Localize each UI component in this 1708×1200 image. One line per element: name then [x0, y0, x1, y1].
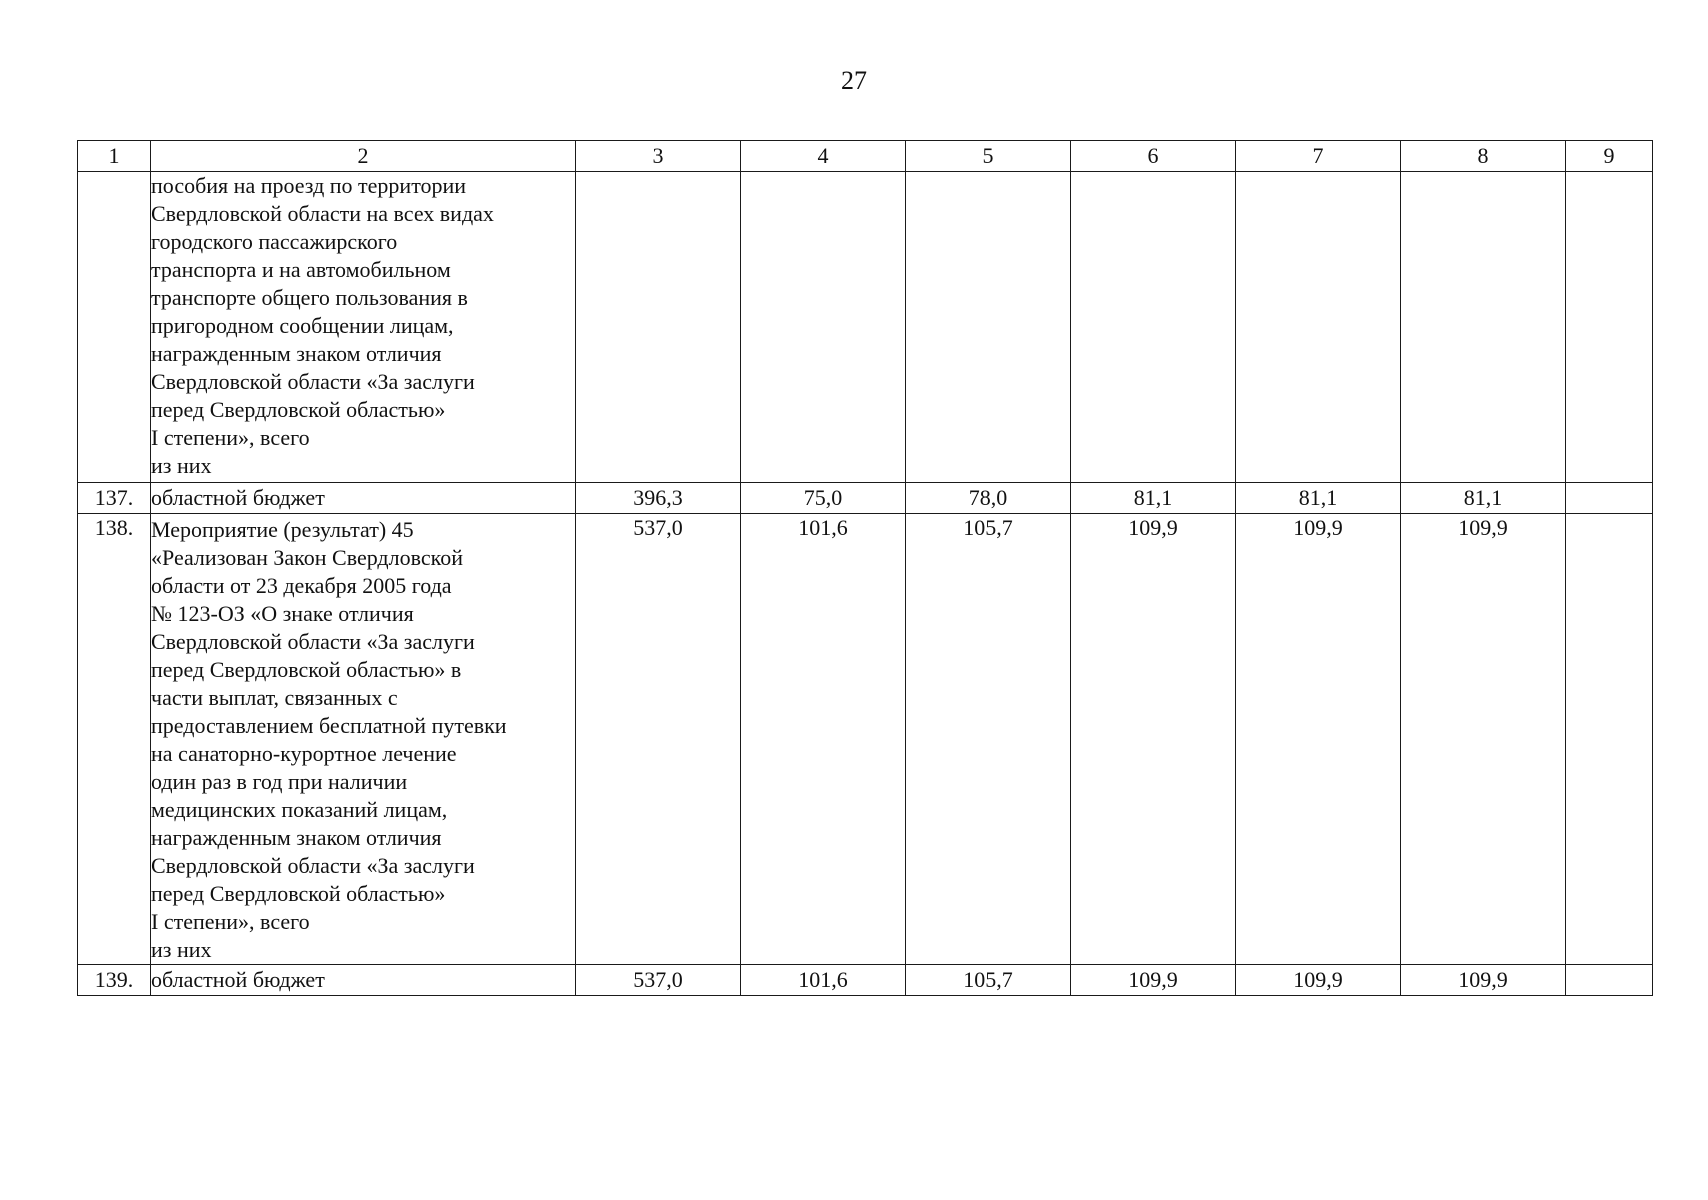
row-description: пособия на проезд по территории Свердловской области на всех видах городского пассажирского транспорта и на автомобильном транспорте общего пользования в пригородном сообщении лицам, награжденным знаком отличия Свердловской области «За заслуги перед Свердловской областью» I степени», всего из них [151, 172, 576, 483]
row-number: 137. [78, 483, 151, 514]
table-row [78, 514, 1653, 965]
cell-col-4: 75,0 [741, 483, 906, 514]
cell-col-7 [1236, 172, 1401, 483]
cell-col-9 [1566, 514, 1653, 965]
column-header-2: 2 [151, 141, 576, 172]
cell-col-9 [1566, 483, 1653, 514]
cell-col-9 [1566, 172, 1653, 483]
column-header-3: 3 [576, 141, 741, 172]
cell-col-3: 537,0 [576, 514, 741, 965]
cell-col-5 [906, 172, 1071, 483]
cell-col-3 [576, 172, 741, 483]
column-header-9: 9 [1566, 141, 1653, 172]
cell-col-7: 109,9 [1236, 965, 1401, 996]
cell-col-6 [1071, 172, 1236, 483]
table-row [78, 965, 1653, 996]
cell-col-8: 109,9 [1401, 965, 1566, 996]
column-header-1: 1 [78, 141, 151, 172]
cell-col-8 [1401, 172, 1566, 483]
budget-table [77, 140, 1653, 996]
header-row [78, 141, 1653, 172]
column-header-7: 7 [1236, 141, 1401, 172]
row-number: 138. [78, 514, 151, 965]
column-header-6: 6 [1071, 141, 1236, 172]
row-number: 139. [78, 965, 151, 996]
row-number [78, 172, 151, 483]
cell-col-4: 101,6 [741, 514, 906, 965]
cell-col-9 [1566, 965, 1653, 996]
cell-col-5: 105,7 [906, 514, 1071, 965]
column-header-8: 8 [1401, 141, 1566, 172]
column-header-4: 4 [741, 141, 906, 172]
cell-col-6: 109,9 [1071, 514, 1236, 965]
row-description: областной бюджет [151, 483, 576, 514]
cell-col-6: 81,1 [1071, 483, 1236, 514]
cell-col-3: 396,3 [576, 483, 741, 514]
column-header-5: 5 [906, 141, 1071, 172]
cell-col-3: 537,0 [576, 965, 741, 996]
row-description: областной бюджет [151, 965, 576, 996]
row-description: Мероприятие (результат) 45 «Реализован Закон Свердловской области от 23 декабря 2005 года № 123-ОЗ «О знаке отличия Свердловской области «За заслуги перед Свердловской областью» в части выплат, связанных с предоставлением бесплатной путевки на санаторно-курортное лечение один раз в год при наличии медицинских показаний лицам, награжденным знаком отличия Свердловской области «За заслуги перед Свердловской областью» I степени», всего из них [151, 514, 576, 965]
cell-col-5: 78,0 [906, 483, 1071, 514]
table-row [78, 172, 1653, 483]
page-number: 27 [841, 66, 867, 95]
cell-col-5: 105,7 [906, 965, 1071, 996]
cell-col-8: 81,1 [1401, 483, 1566, 514]
table-row [78, 483, 1653, 514]
cell-col-7: 81,1 [1236, 483, 1401, 514]
cell-col-4 [741, 172, 906, 483]
cell-col-7: 109,9 [1236, 514, 1401, 965]
cell-col-4: 101,6 [741, 965, 906, 996]
cell-col-6: 109,9 [1071, 965, 1236, 996]
cell-col-8: 109,9 [1401, 514, 1566, 965]
